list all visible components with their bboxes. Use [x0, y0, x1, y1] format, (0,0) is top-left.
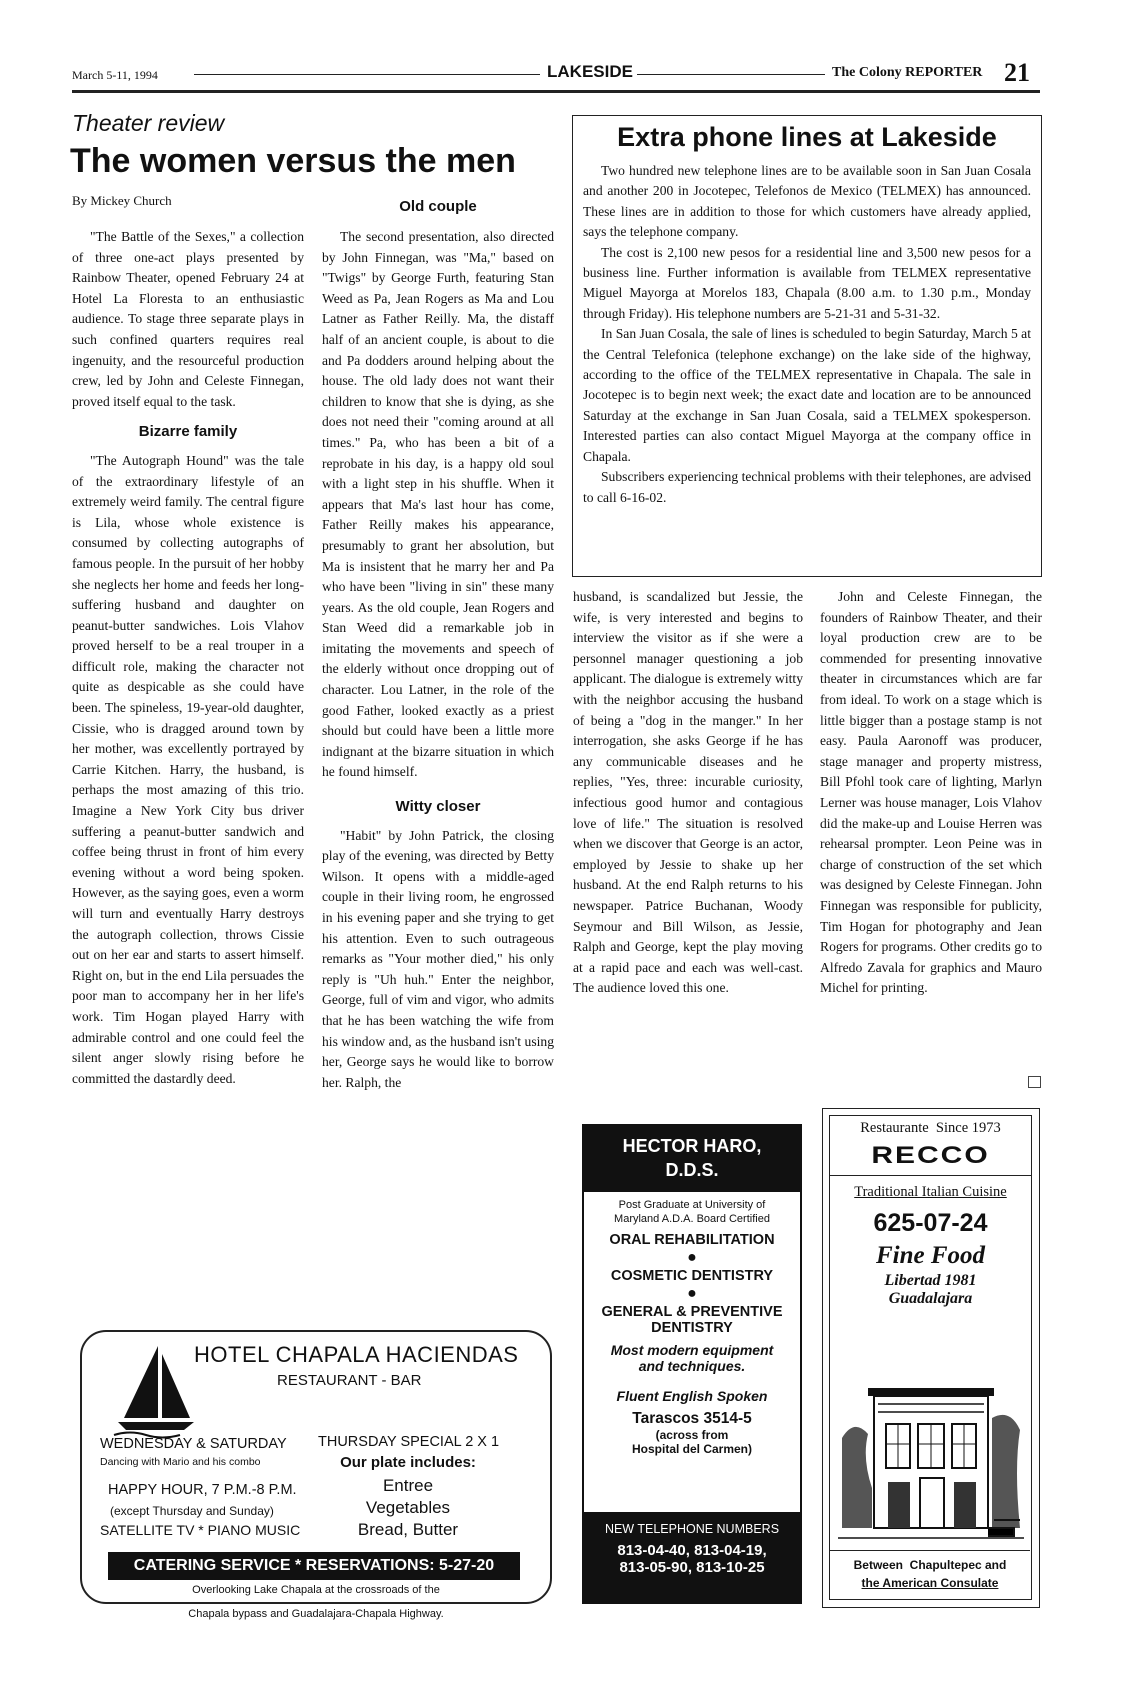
- dentist-service-general-2: DENTISTRY: [651, 1320, 733, 1336]
- page-number: 21: [1004, 58, 1030, 87]
- subhead-witty-closer: Witty closer: [395, 798, 481, 816]
- dentist-phones-1: 813-04-40, 813-04-19,: [617, 1542, 767, 1559]
- dentist-name-block: [584, 1126, 800, 1192]
- dentist-phones-2: 813-05-90, 813-10-25: [619, 1559, 765, 1576]
- recco-ad-inner: [829, 1115, 1032, 1600]
- sailboat-icon: [110, 1340, 200, 1440]
- review-column-4: [820, 587, 1042, 1087]
- header-line-left: [194, 74, 540, 75]
- hotel-except: (except Thursday and Sunday): [110, 1504, 274, 1518]
- dentist-name: HECTOR HARO,: [622, 1136, 762, 1156]
- dentist-credentials: [584, 1198, 800, 1226]
- recco-address-2: Guadalajara: [888, 1290, 973, 1307]
- review-headline: The women versus the men: [70, 142, 516, 180]
- hotel-wed-sat: WEDNESDAY & SATURDAY: [100, 1436, 287, 1452]
- phone-lines-body: [583, 161, 1031, 508]
- review-paragraph: The second presentation, also directed by John Finnegan, was "Ma," based on "Twigs" by George Furth, featuring Stan Weed as Pa, Jean Rogers as Ma and Lou Latner as Father Reilly. Ma, the distaff half of an ancient couple, is about to die and Pa dodders around helping about the house. The old lady does not want their children to know that she is dying, as she does not need their "coming around at all times." Pa, who has been a bit of a reprobate in his day, is a happy old soul with a light step in his shuffle. When it appears that Ma's last hour has come, Father Reilly makes his appearance, presumably to grant her absolution, but Ma is insistent that he marry her and Pa who have been "living in sin" these many years. As the old couple, Jean Rogers and Stan Weed did a remarkable job in imitating the movements and speech of the elderly without once dropping out of character. Lou Latner, in the role of the good Father, looked exactly as a priest should but could have been a little more indignant at the bizarre situation in which he found himself.: [322, 229, 554, 780]
- recco-location-1: Between Chapultepec and: [853, 1558, 1007, 1572]
- dentist-phones-label: NEW TELEPHONE NUMBERS: [604, 1522, 780, 1536]
- phone-paragraph: The cost is 2,100 new pesos for a residential line and 3,500 new pesos for a business line. Further information is available from TELMEX representative Miguel Mayorga at Morelos 183, Chapala (8.00 a.m. to 1.30 p.m., Monday through Friday). His telephone numbers are 5-21-31 and 5-31-32.: [583, 244, 1031, 321]
- bullet-icon: ●: [687, 1249, 697, 1266]
- restaurant-building-illustration: [838, 1378, 1024, 1546]
- hotel-entree: Entree: [382, 1476, 434, 1495]
- recco-phone: 625-07-24: [873, 1209, 988, 1237]
- end-mark-icon: [1028, 1076, 1041, 1088]
- dentist-degree: D.D.S.: [665, 1160, 719, 1180]
- phone-lines-box: [572, 115, 1042, 577]
- section-name: LAKESIDE: [547, 62, 633, 81]
- hotel-name: HOTEL CHAPALA HACIENDAS: [194, 1342, 519, 1367]
- hotel-catering-banner: CATERING SERVICE * RESERVATIONS: 5-27-20: [108, 1552, 520, 1580]
- phone-paragraph: Subscribers experiencing technical problems with their telephones, are advised to call 6-16-02.: [583, 469, 1031, 505]
- header-rule: [72, 90, 1040, 93]
- recco-tagline: Fine Food: [875, 1242, 986, 1269]
- review-column-1: [72, 227, 304, 1307]
- review-column-2: [322, 227, 554, 1307]
- recco-logo: RECCO: [871, 1142, 990, 1169]
- subhead-wrap: [322, 198, 554, 215]
- header-line-right: [637, 74, 825, 75]
- recco-divider: [830, 1175, 1031, 1176]
- dentist-service-general: GENERAL & PREVENTIVE: [601, 1304, 783, 1320]
- dentist-tag-1: Most modern equipment: [610, 1342, 774, 1358]
- hotel-vegetables: Vegetables: [365, 1498, 451, 1517]
- dentist-cred-2: Maryland A.D.A. Board Certified: [614, 1213, 770, 1225]
- recco-ad-outer: [822, 1108, 1040, 1608]
- recco-location-2: the American Consulate: [861, 1576, 999, 1590]
- bullet-icon: ●: [687, 1285, 697, 1302]
- hotel-chapala-ad: [80, 1330, 552, 1604]
- page-header: [72, 58, 1038, 87]
- subhead-old-couple: Old couple: [399, 198, 477, 215]
- review-paragraph: John and Celeste Finnegan, the founders of Rainbow Theater, and their loyal production crew are to be commended for presenting innovative theater in circumstances which are far from ideal. To work on a stage which is little bigger than a postage stamp is not easy. Paula Aaronoff was producer, stage manager and property mistress, Bill Pfohl took care of lighting, Marlyn Lerner was house manager, Lois Vlahov did the make-up and Louise Herren was rehearsal prompter. Leon Peine was in charge of construction of the set which was designed by Celeste Finnegan. John Finnegan was responsible for publicity, Tim Hogan for photography and Jean Rogers for programs. Other credits go to Alfredo Zavala for graphics and Mauro Michel for printing.: [820, 589, 1042, 996]
- review-kicker: Theater review: [72, 110, 225, 136]
- dentist-ad: [582, 1124, 802, 1604]
- phone-lines-headline: Extra phone lines at Lakeside: [617, 122, 997, 152]
- dentist-tag-2: and techniques.: [638, 1358, 746, 1374]
- dentist-service-oral: ORAL REHABILITATION: [609, 1232, 775, 1248]
- hotel-thursday: THURSDAY SPECIAL 2 X 1: [318, 1434, 500, 1450]
- dentist-language: Fluent English Spoken: [616, 1388, 768, 1404]
- review-byline: By Mickey Church: [72, 193, 172, 208]
- hotel-satellite: SATELLITE TV * PIANO MUSIC: [100, 1522, 301, 1538]
- recco-since: Restaurante Since 1973: [860, 1120, 1001, 1136]
- recco-address-1: Libertad 1981: [884, 1272, 977, 1289]
- phone-paragraph: Two hundred new telephone lines are to be available soon in San Juan Cosala and another 200 in Jocotepec, Telefonos de Mexico (TELMEX) has announced. These lines are in addition to those for which customers have already applied, says the telephone company.: [583, 163, 1031, 240]
- hotel-bread: Bread, Butter: [357, 1520, 459, 1539]
- dentist-address-2: (across from: [655, 1428, 729, 1442]
- dentist-service-cosmetic: COSMETIC DENTISTRY: [610, 1268, 774, 1284]
- review-paragraph: "The Autograph Hound" was the tale of the extraordinary lifestyle of an extremely weird family. The central figure is Lila, whose whole existence is consumed by collecting autographs of famous people. In the pursuit of her hobby she neglects her home and feeds her long-suffering husband and daughter on peanut-butter sandwiches. Lois Vlahov proved herself to be a real trouper in a difficult role, making the character not quite as despicable as she could have been. The spineless, 19-year-old daughter, Cissie, who is dragged around town by her mother, was excellently portrayed by Carrie Kitchen. Harry, the husband, is perhaps the most amazing of this trio. Imagine a New York City bus driver suffering a peanut-butter sandwich and coffee being thrust in front of him every evening without a word being spoken. However, as the saying goes, even a worm will turn and eventually Harry destroys the autograph collection, throws Cissie out on her ear and starts to assert himself. Right on, but in the end Lila persuades the poor man to accompany her in her life's work. Tim Hogan played Harry with admirable control and one could feel the silent anger slowly rising before he committed the dastardly deed.: [72, 452, 304, 1086]
- hotel-subtitle: RESTAURANT - BAR: [277, 1372, 422, 1389]
- review-paragraph: "The Battle of the Sexes," a collection of three one-act plays presented by Rainbow Theater, opened February 24 at Hotel La Floresta to an enthusiastic audience. To stage three separate plays in such confined quarters requires real ingenuity, and the resourceful production crew, led by John and Celeste Finnegan, proved itself equal to the task.: [72, 229, 304, 409]
- review-paragraph: "Habit" by John Patrick, the closing play of the evening, was directed by Betty Wilson. It opens with a middle-aged couple in their living room, he engrossed in his evening paper and she trying to get his attention. Even to such outrageous remarks as "Your mother died," his only reply is "Uh huh." Enter the neighbor, George, full of vim and vigor, who admits that he has been watching the wife from his window and, as the husband isn't using her, George says he would like to borrow her. Ralph, the: [322, 827, 554, 1090]
- hotel-location-2: Chapala bypass and Guadalajara-Chapala Highway.: [188, 1608, 444, 1620]
- dentist-cred-1: Post Graduate at University of: [618, 1199, 766, 1211]
- phone-paragraph: In San Juan Cosala, the sale of lines is scheduled to begin Saturday, March 5 at the Central Telefonica (telephone exchange) on the lake side of the highway, according to the office of the TELMEX representative in Chapala. The sale in Jocotepec is to begin next week; the exact date and location are to be announced Saturday at the exchange in San Juan Cosala, said a TELMEX spokesperson. Interested parties can also contact Miguel Mayorga at the company office in Chapala.: [583, 326, 1031, 464]
- hotel-happy-hour: HAPPY HOUR, 7 P.M.-8 P.M.: [108, 1482, 297, 1498]
- review-paragraph: husband, is scandalized but Jessie, the wife, is very interested and begins to interview the visitor as if she were a personnel manager questioning a job applicant. The dialogue is extremely witty with the neighbor accusing the husband of being a "dog in the manger." In her interrogation, she asks George if he has any communicable diseases and he replies, "Yes, three: incurable curiosity, infectious good humor and contagious love of life." The situation is resolved when we discover that George is an actor, employed by Jessie to shake up her husband. At the end Ralph returns to his newspaper. Patrice Buchanan, Woody Seymour and Bill Wilson, as Jessie, Ralph and George, kept the play moving at a rapid pace and each was well-cast. The audience loved this one.: [573, 589, 803, 996]
- dentist-address-3: Hospital del Carmen): [631, 1442, 753, 1456]
- hotel-plate: Our plate includes:: [340, 1454, 476, 1471]
- review-column-3: [573, 587, 803, 1087]
- issue-date: March 5-11, 1994: [72, 68, 158, 82]
- hotel-location-1: Overlooking Lake Chapala at the crossroads of the: [192, 1584, 440, 1596]
- recco-cuisine: Traditional Italian Cuisine: [854, 1184, 1007, 1200]
- hotel-dancing: Dancing with Mario and his combo: [100, 1456, 261, 1468]
- dentist-phones-block: [584, 1512, 800, 1602]
- publication-name: The Colony REPORTER: [832, 65, 983, 80]
- recco-divider-bottom: [830, 1550, 1030, 1551]
- subhead-bizarre-family: Bizarre family: [138, 423, 238, 441]
- dentist-address: Tarascos 3514-5: [632, 1410, 752, 1427]
